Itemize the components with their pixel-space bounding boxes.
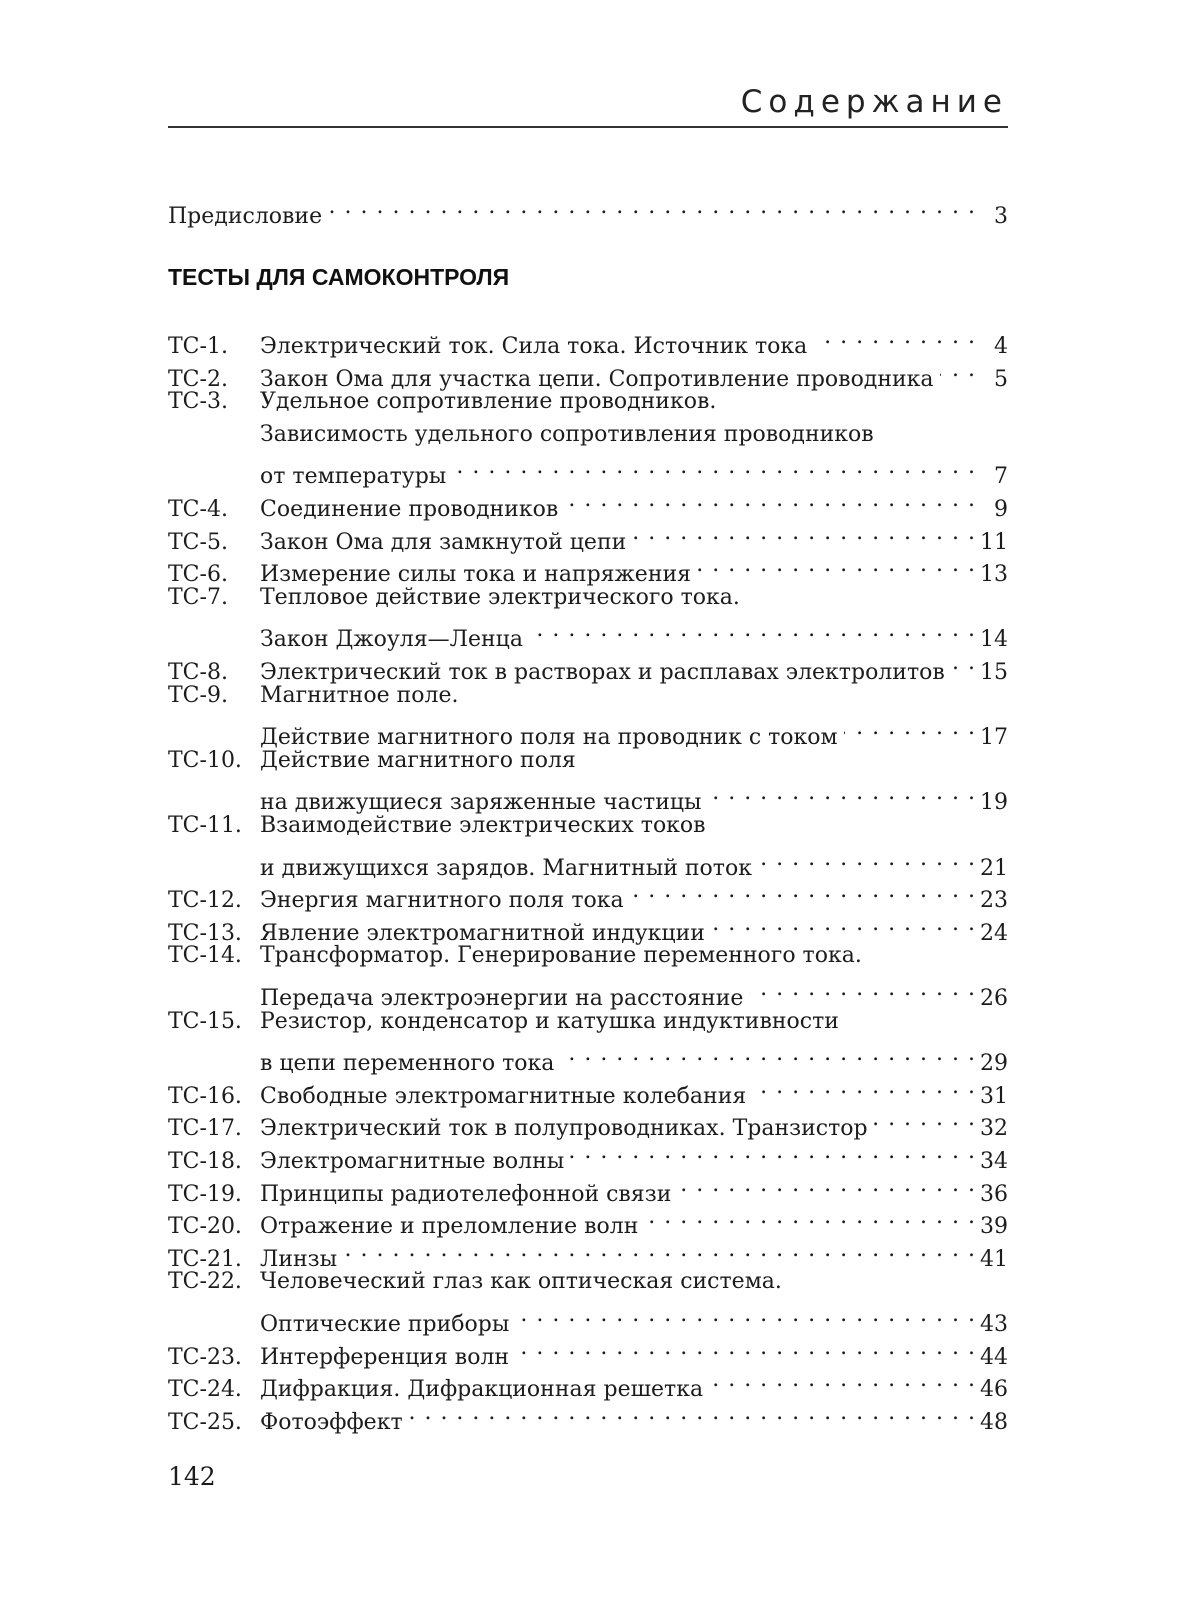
toc-entry-title: Линзы <box>260 1246 338 1272</box>
toc-entry-title: Фотоэффект <box>260 1409 403 1435</box>
dot-leader <box>515 1331 976 1364</box>
toc-entry[interactable] <box>168 1168 1008 1207</box>
toc-entry[interactable] <box>168 744 1008 777</box>
toc-entry-number: ТС-14. <box>168 943 242 969</box>
toc-entry-page: 11 <box>980 529 1008 555</box>
toc-page <box>168 0 1008 1600</box>
dot-leader <box>749 972 976 1005</box>
toc-entry-number: ТС-23. <box>168 1344 242 1370</box>
dot-leader <box>758 842 976 875</box>
dot-leader <box>874 1102 976 1135</box>
toc-entry-title: и движущихся зарядов. Магнитный поток <box>260 855 752 881</box>
toc-entry[interactable] <box>168 385 1008 418</box>
dot-leader <box>697 548 976 581</box>
toc-entry-title: Электрический ток в полупроводниках. Транзистор <box>260 1116 868 1142</box>
dot-leader <box>677 1168 976 1201</box>
toc-entry[interactable] <box>168 1005 1008 1038</box>
dot-leader <box>708 776 976 809</box>
dot-leader <box>328 190 976 223</box>
toc-entry-page: 41 <box>980 1246 1008 1272</box>
toc-entry-page: 19 <box>980 790 1008 816</box>
dot-leader <box>644 1200 976 1233</box>
toc-entry-title: Взаимодействие электрических токов <box>260 813 706 838</box>
toc-entry-page: 3 <box>994 204 1008 229</box>
toc-entry-page: 7 <box>994 464 1008 490</box>
toc-entry-title: Удельное сопротивление проводников. <box>260 389 717 415</box>
toc-entry-number: ТС-22. <box>168 1269 242 1295</box>
toc-entry-number: ТС-6. <box>168 562 228 588</box>
toc-entry-page: 32 <box>980 1116 1008 1142</box>
toc-entry-title: Закон Ома для замкнутой цепи <box>260 529 627 555</box>
toc-entry-continuation[interactable] <box>168 776 1008 816</box>
toc-entry-title: Электрический ток. Сила тока. Источник тока <box>260 334 808 359</box>
toc-entry-continuation[interactable] <box>168 613 1008 653</box>
toc-entry-page: 15 <box>980 660 1008 685</box>
toc-entry[interactable] <box>168 679 1008 712</box>
toc-entry-page: 4 <box>994 334 1008 359</box>
toc-entry-title: Зависимость удельного сопротивления проводников <box>260 421 874 447</box>
dot-leader <box>409 1396 976 1429</box>
toc-entry-page: 46 <box>980 1377 1008 1403</box>
toc-entry-page: 9 <box>994 497 1008 522</box>
toc-entry-page: 39 <box>980 1214 1008 1240</box>
toc-entry-continuation[interactable] <box>168 1037 1008 1077</box>
toc-entry[interactable] <box>168 1331 1008 1370</box>
toc-entry-page: 34 <box>980 1149 1008 1174</box>
toc-entry-continuation[interactable] <box>168 1298 1008 1337</box>
dot-leader <box>844 711 976 744</box>
toc-entry-number: ТС-24. <box>168 1377 242 1403</box>
toc-entry[interactable] <box>168 1396 1008 1435</box>
toc-entry-title: Свободные электромагнитные колебания <box>260 1083 747 1109</box>
toc-entry-title: Оптические приборы <box>260 1312 510 1337</box>
toc-entry[interactable] <box>168 874 1008 914</box>
toc-entry-title: Предисловие <box>168 204 323 229</box>
toc-entry-number: ТС-9. <box>168 682 228 708</box>
toc-entry-number: ТС-16. <box>168 1083 242 1109</box>
dot-leader <box>570 1135 976 1168</box>
toc-entry-title: Тепловое действие электрического тока. <box>260 584 740 610</box>
toc-entry-title: Передача электроэнергии на расстояние <box>260 986 744 1011</box>
toc-entry-number: ТС-17. <box>168 1116 242 1142</box>
toc-entry[interactable] <box>168 1102 1008 1142</box>
dot-leader <box>529 613 976 646</box>
toc-entry-number: ТС-8. <box>168 660 228 685</box>
dot-leader <box>630 874 976 907</box>
toc-entry-title: Человеческий глаз как оптическая система. <box>260 1269 782 1295</box>
header-rule <box>168 126 1008 128</box>
toc-entry-page: 29 <box>980 1051 1008 1077</box>
toc-entry-continuation[interactable] <box>168 972 1008 1011</box>
toc-entry-title: Действие магнитного поля на проводник с током <box>260 725 838 751</box>
toc-entry[interactable] <box>168 939 1008 972</box>
page-number: 142 <box>168 1462 216 1491</box>
toc-entry[interactable] <box>168 1135 1008 1174</box>
toc-entry-title: в цепи переменного тока <box>260 1051 555 1077</box>
toc-entry[interactable] <box>168 809 1008 842</box>
toc-entry-page: 24 <box>980 920 1008 946</box>
toc-entry-page: 44 <box>980 1344 1008 1370</box>
toc-entry-title: Действие магнитного поля <box>260 747 576 773</box>
dot-leader <box>452 450 976 483</box>
toc-entry-page: 21 <box>980 855 1008 881</box>
toc-entry-title: Соединение проводников <box>260 497 559 522</box>
toc-entry-title: Трансформатор. Генерирование переменного тока. <box>260 943 862 969</box>
dot-leader <box>709 1363 976 1396</box>
toc-entry[interactable] <box>168 516 1008 555</box>
toc-entry-continuation[interactable] <box>168 842 1008 881</box>
toc-entry-title: Закон Джоуля—Ленца <box>260 627 523 653</box>
toc-entry[interactable] <box>168 1363 1008 1403</box>
dot-leader <box>711 907 976 940</box>
dot-leader <box>951 646 976 679</box>
toc-entry-page: 14 <box>980 627 1008 653</box>
toc-entry-number: ТС-13. <box>168 920 242 946</box>
toc-entry-title: от температуры <box>260 464 447 490</box>
toc-entry-number: ТС-4. <box>168 497 228 522</box>
toc-entry-number: ТС-20. <box>168 1214 242 1240</box>
toc-entry[interactable] <box>168 1070 1008 1109</box>
toc-entry-number: ТС-15. <box>168 1008 242 1034</box>
toc-entry-page: 43 <box>980 1312 1008 1337</box>
toc-entry-number: ТС-7. <box>168 584 228 610</box>
toc-entry-title: Измерение силы тока и напряжения <box>260 562 692 588</box>
toc-entry-number: ТС-11. <box>168 813 242 838</box>
toc-entry-page: 26 <box>980 986 1008 1011</box>
toc-entry-number: ТС-2. <box>168 366 228 392</box>
dot-leader <box>564 483 976 516</box>
toc-entry-continuation[interactable] <box>168 418 1008 451</box>
toc-entry-number: ТС-5. <box>168 529 228 555</box>
toc-entry[interactable] <box>168 907 1008 946</box>
dot-leader <box>940 353 976 386</box>
toc-entry-number: ТС-1. <box>168 334 228 359</box>
toc-entry-title: Явление электромагнитной индукции <box>260 920 705 946</box>
toc-entry-title: Магнитное поле. <box>260 682 459 708</box>
toc-entry-page: 23 <box>980 888 1008 914</box>
toc-entry[interactable] <box>168 320 1008 359</box>
dot-leader <box>752 1070 976 1103</box>
toc-entry-title: Принципы радиотелефонной связи <box>260 1181 672 1207</box>
toc-entry-number: ТС-3. <box>168 389 228 415</box>
toc-entry-number: ТС-25. <box>168 1409 242 1435</box>
toc-entry-title: Энергия магнитного поля тока <box>260 888 624 914</box>
toc-entry[interactable] <box>168 1200 1008 1240</box>
toc-entry[interactable] <box>168 483 1008 522</box>
toc-entry-continuation[interactable] <box>168 711 1008 751</box>
toc-entry-title: на движущиеся заряженные частицы <box>260 790 702 816</box>
toc-entry-page: 5 <box>994 366 1008 392</box>
toc-entry-title: Отражение и преломление волн <box>260 1214 639 1240</box>
toc-entry-number: ТС-18. <box>168 1149 242 1174</box>
toc-entry-number: ТС-12. <box>168 888 242 914</box>
toc-entry[interactable] <box>168 548 1008 588</box>
toc-entry-title: Электромагнитные волны <box>260 1149 565 1174</box>
toc-entry-title: Электрический ток в растворах и расплавах электролитов <box>260 660 945 685</box>
toc-entry-title: Резистор, конденсатор и катушка индуктивности <box>260 1008 839 1034</box>
toc-entry-number: ТС-10. <box>168 747 242 773</box>
section-heading: ТЕСТЫ ДЛЯ САМОКОНТРОЛЯ <box>168 264 510 290</box>
toc-entry-title: Закон Ома для участка цепи. Сопротивление проводника <box>260 366 934 392</box>
dot-leader <box>343 1233 976 1266</box>
toc-entry[interactable] <box>168 646 1008 685</box>
toc-entry-page: 36 <box>980 1181 1008 1207</box>
toc-entry[interactable] <box>168 353 1008 392</box>
toc-entry-page: 48 <box>980 1409 1008 1435</box>
toc-entry-number: ТС-21. <box>168 1246 242 1272</box>
toc-entry-page: 13 <box>980 562 1008 588</box>
toc-entry[interactable] <box>168 581 1008 614</box>
toc-entry-continuation[interactable] <box>168 450 1008 490</box>
toc-entry-page: 31 <box>980 1083 1008 1109</box>
dot-leader <box>560 1037 976 1070</box>
dot-leader <box>515 1298 976 1331</box>
toc-entry-title: Интерференция волн <box>260 1344 510 1370</box>
toc-entry[interactable] <box>168 1233 1008 1272</box>
dot-leader <box>813 320 976 353</box>
toc-entry[interactable] <box>168 1265 1008 1298</box>
toc-entry-page: 17 <box>980 725 1008 751</box>
running-title: Содержание <box>740 84 1008 120</box>
toc-entry-title: Дифракция. Дифракционная решетка <box>260 1377 704 1403</box>
toc-entry-number: ТС-19. <box>168 1181 242 1207</box>
dot-leader <box>632 516 976 549</box>
toc-entry-preface[interactable] <box>168 190 1008 229</box>
